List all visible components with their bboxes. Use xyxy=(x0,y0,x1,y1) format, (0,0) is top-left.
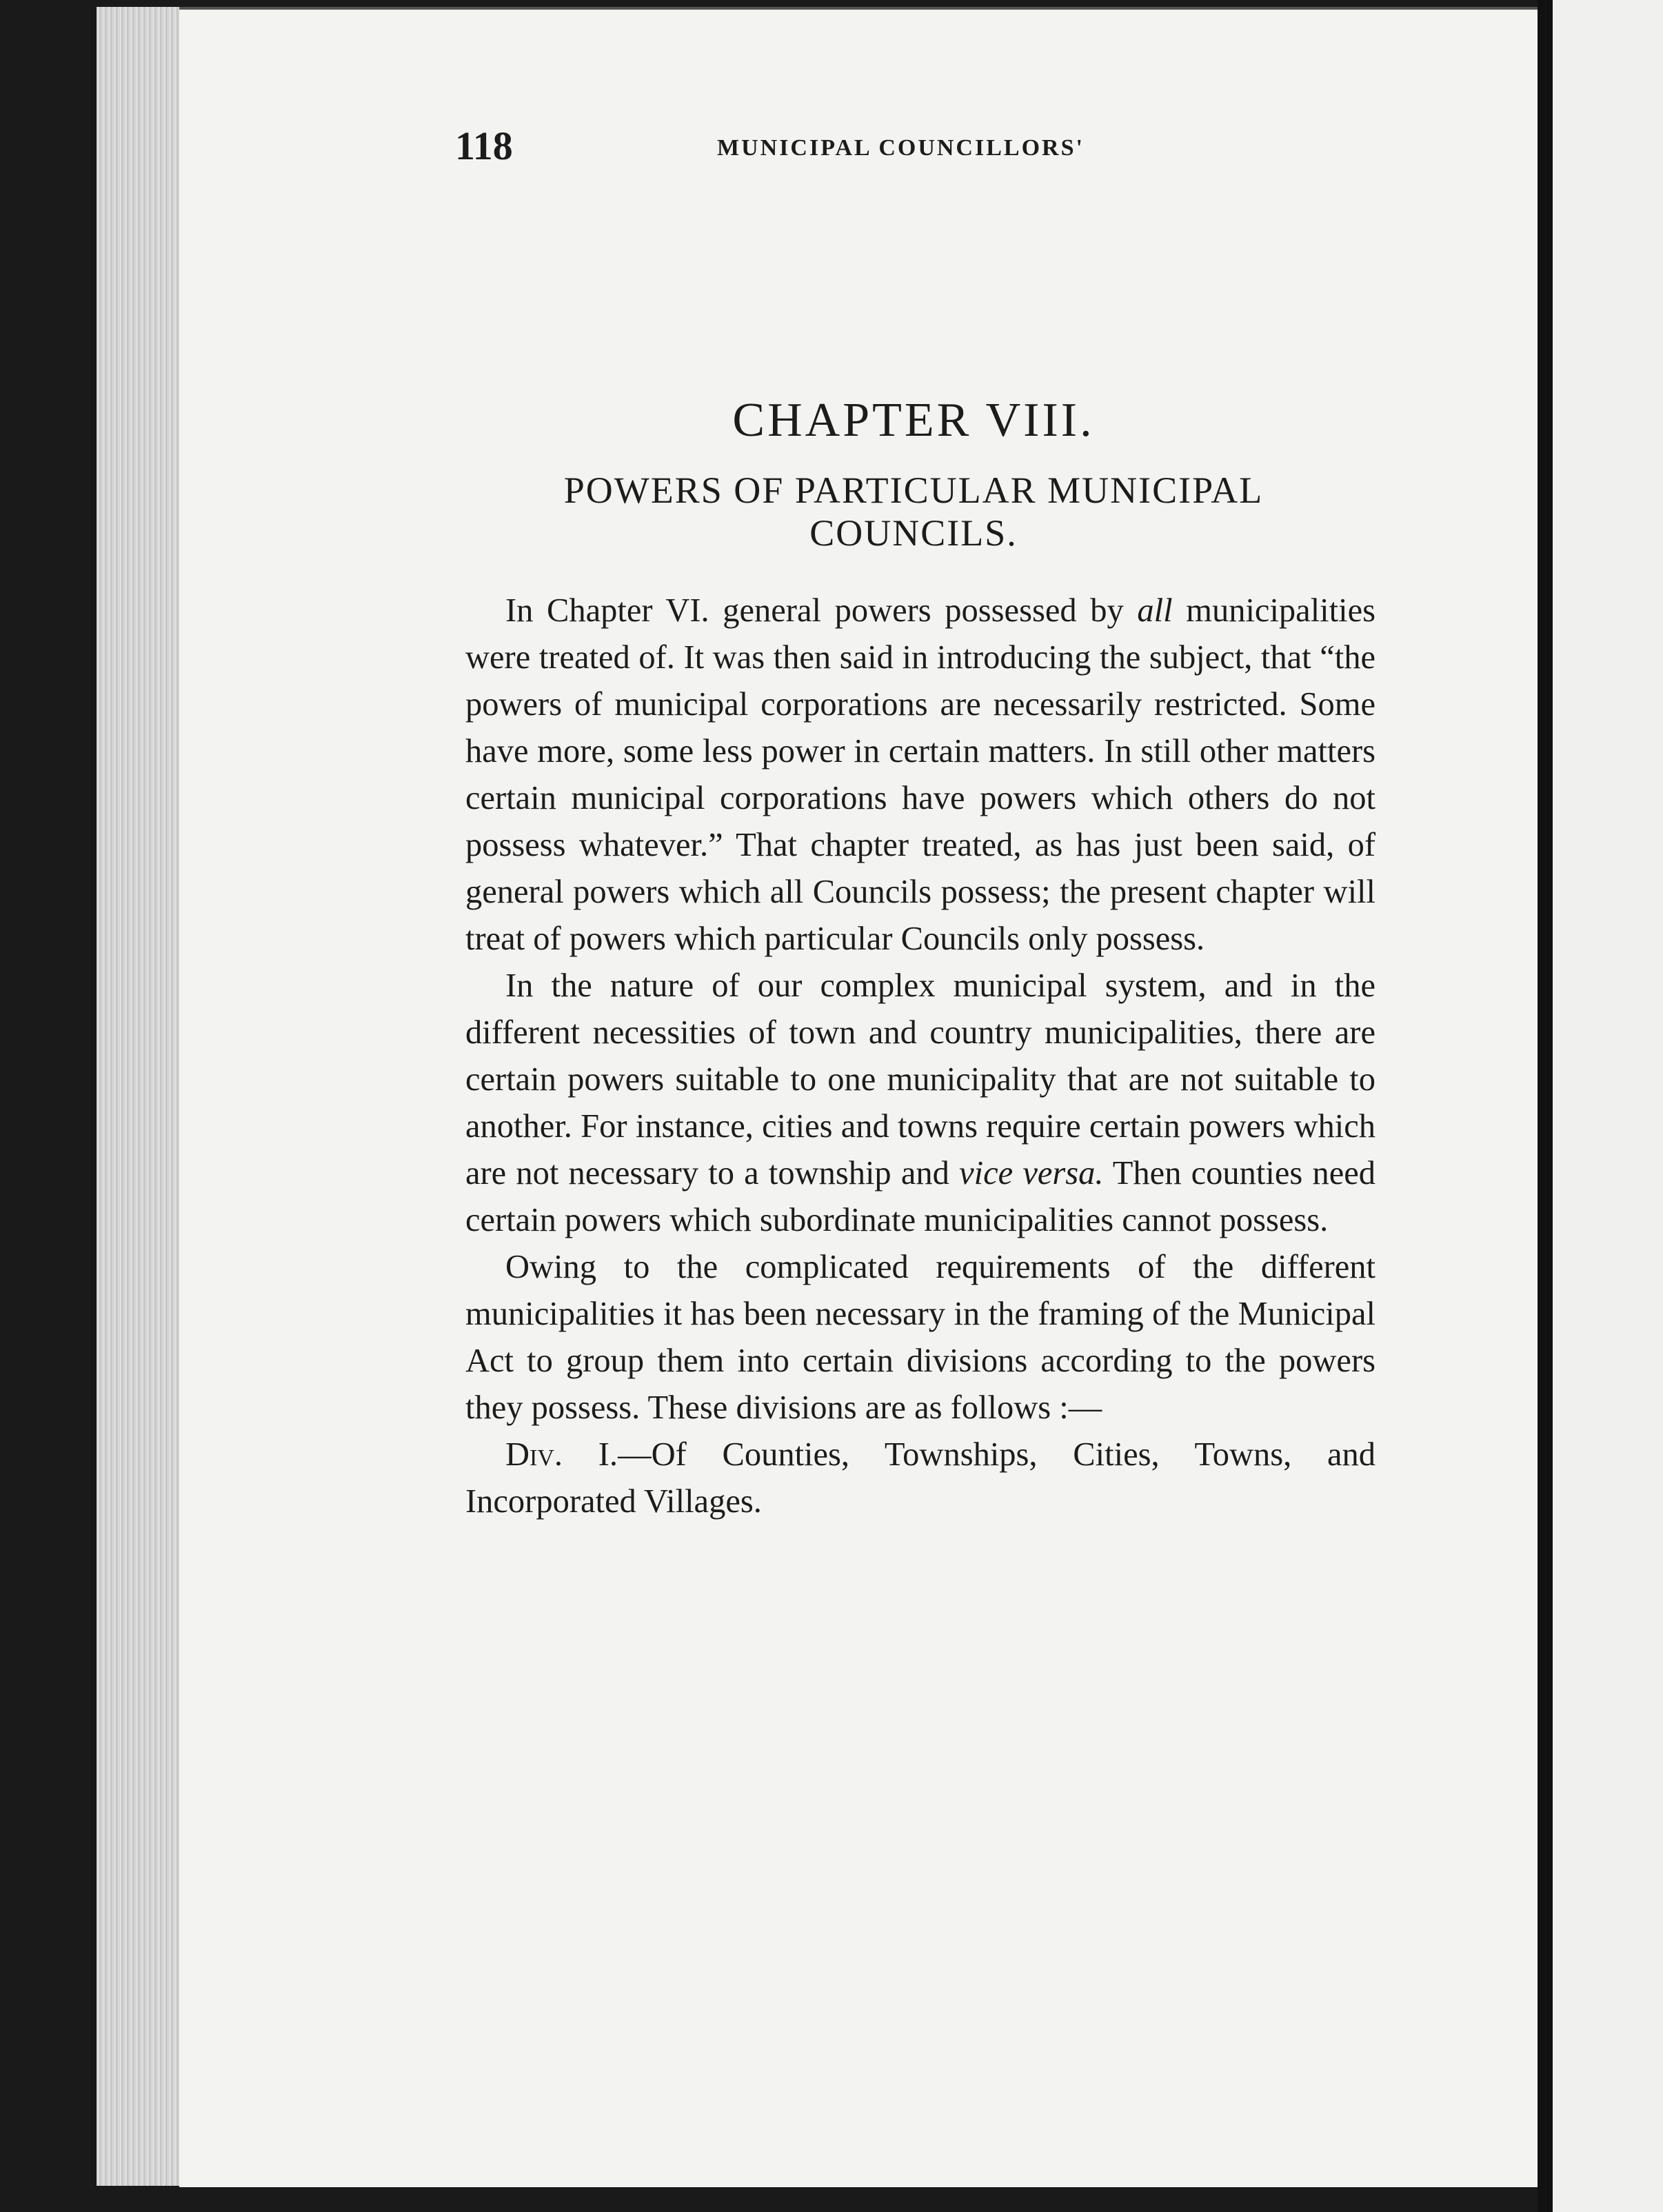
running-head: MUNICIPAL COUNCILLORS' xyxy=(717,135,1085,161)
gutter-shadow xyxy=(1538,0,1553,2212)
chapter-subtitle-line-2: COUNCILS. xyxy=(809,512,1018,554)
chapter-subtitle xyxy=(455,469,1372,554)
paragraph-1-text-a: In Chapter VI. general powers possessed by xyxy=(505,592,1138,629)
paragraph-2 xyxy=(465,963,1375,1244)
paragraph-2-text-a: In the nature of our complex municipal system, and in the different necessities of town and country municipalities, there are certain powers suitable to one municipality that are not suitable to another. For instance, cities and towns require certain powers which are not necessary to a township and xyxy=(465,967,1375,1192)
division-label: Div. I. xyxy=(505,1436,618,1473)
facing-page-edge xyxy=(1553,0,1663,2212)
paragraph-1-text-b: municipalities were treated of. It was then said in introducing the subject, that “the powers of municipal corporations are necessarily restricted. Some have more, some less power in certain matters. In still other matters certain municipal corporations have powers which others do not possess whatever.” That chapter treated, as has just been said, of general powers which all Councils possess; the present chapter will treat of powers which particular Councils only possess. xyxy=(465,592,1376,957)
paragraph-2-emphasis: vice versa. xyxy=(959,1155,1104,1192)
paragraph-3: Owing to the complicated requirements of the different municipalities it has been necessary in the framing of the Municipal Act to group them into certain divisions according to the powers they possess. These divisions are as follows :— xyxy=(465,1249,1375,1426)
page-header xyxy=(455,123,1372,178)
page-edges xyxy=(97,7,186,2186)
page-top-edge xyxy=(179,7,1538,10)
body-text xyxy=(465,587,1375,1525)
paragraph-1-emphasis: all xyxy=(1137,592,1173,629)
paragraph-1 xyxy=(465,587,1375,963)
page-number: 118 xyxy=(455,123,513,168)
paragraph-2-text-b: Then counties need certain powers which subordinate municipalities cannot possess. xyxy=(465,1155,1375,1238)
chapter-subtitle-line-1: POWERS OF PARTICULAR MUNICIPAL xyxy=(563,470,1264,511)
paragraph-4 xyxy=(465,1431,1375,1525)
chapter-title: CHAPTER VIII. xyxy=(732,394,1095,447)
division-text: —Of Counties, Townships, Cities, Towns, and Incorporated Villages. xyxy=(465,1436,1376,1520)
